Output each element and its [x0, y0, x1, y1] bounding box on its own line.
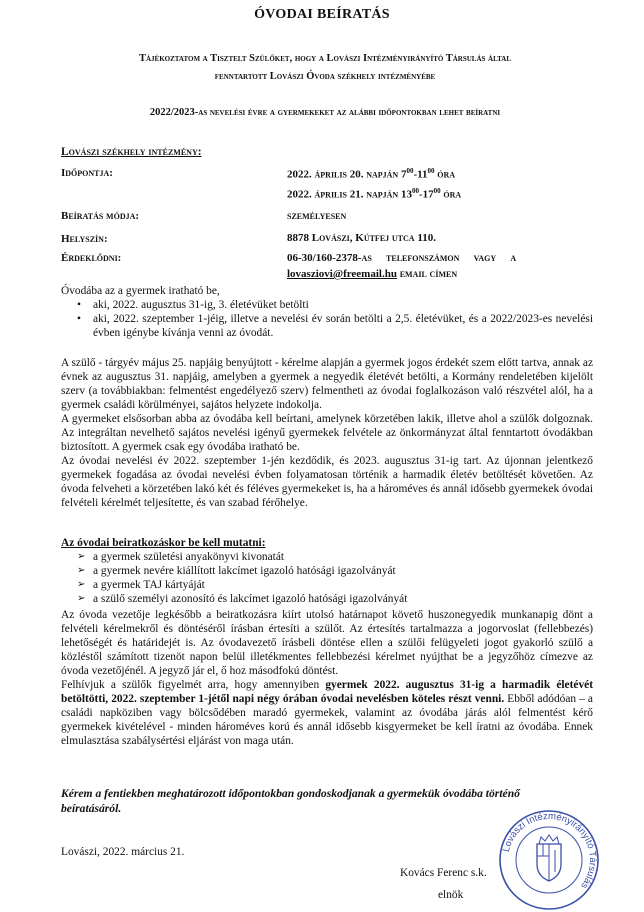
- list-item: • aki, 2022. szeptember 1-jéig, illetve a nevelési év során betölti a 2,5. életévüket, és a 2022/2023-es nevelési évben igénybe kívánja venni az óvodát.: [77, 313, 593, 339]
- paragraph-1: A szülő - tárgyév május 25. napjáig benyújtott - kérelme alapján a gyermek jogos érdekét szem előtt tartva, annak az évnek az augusztus 31. napjáig, amelyben a gyermek a negyedik életévét betölti, a Kormány rendeletében kijelölt szerv (a továbbiakban: felmentést engedélyező szerv) felmentheti az óvodai foglalkozáson való részvétel alól, ha a gyermek családi körülményei, sajátos helyzete indokolja.: [61, 357, 593, 411]
- year-line: 2022/2023-as nevelési évre a gyermekeket az alábbi időpontokban lehet beíratni: [149, 107, 501, 118]
- document-subtitle: [60, 50, 590, 86]
- list-item: ➢ a szülő személyi azonosító és lakcímet igazoló hatósági igazolványát: [77, 593, 408, 605]
- institution-heading: Lovászi székhely intézmény:: [61, 146, 202, 158]
- closing-paragraph: Kérem a fentiekben meghatározott időpontokban gondoskodjanak a gyermekük óvodába történő beíratásáról.: [61, 787, 520, 815]
- official-stamp: [497, 808, 601, 912]
- subtitle-line-2: fenntartott Lovászi Óvoda székhely intézményébe: [214, 71, 436, 82]
- time-label: Időpontja:: [61, 167, 113, 179]
- paragraph-3: Az óvodai nevelési év 2022. szeptember 1-jén kezdődik, és 2023. augusztus 31-ig tart. Az újonnan jelentkező gyermekek fogadása az óvodai nevelési évben folyamatosan történik a harmadik életév betöltését követően. Az óvoda felveheti a körzetében lakó két és féléves gyermekeket is, ha a hároméves és annál idősebb gyermekek óvodai felvételi kérelmét teljesítette, és van szabad férőhelye.: [61, 455, 593, 509]
- contact-phone: 06-30/160-2378-as telefonszámon vagy a: [287, 252, 517, 264]
- time-value-2: 2022. április 21. napján $13^{00}-17^{00}$ óra: [287, 187, 462, 201]
- list-item: ➢ a gyermek nevére kiállított lakcímet igazoló hatósági igazolványát: [77, 565, 396, 577]
- coat-of-arms-icon: [537, 835, 561, 881]
- list-item: • aki, 2022. augusztus 31-ig, 3. életévüket betölti: [77, 299, 309, 311]
- documents-list: [61, 550, 593, 606]
- signer-role: elnök: [438, 889, 464, 901]
- contact-email-link[interactable]: lovasziovi@freemail.hu: [287, 268, 397, 280]
- subtitle-line-1: Tájékoztatom a Tisztelt Szülőket, hogy a Lovászi Intézményirányító Társulás által: [138, 53, 511, 64]
- documents-heading: Az óvodai beiratkozáskor be kell mutatni:: [61, 537, 266, 549]
- contact-label: Érdeklődni:: [61, 252, 122, 264]
- list-item: ➢ a gyermek születési anyakönyvi kivonatát: [77, 551, 285, 563]
- paragraph-2: A gyermeket elsősorban abba az óvodába kell beírtani, amelynek körzetében lakik, illetve ahol a szülők dolgoznak. Az integráltan nevelhető sajátos nevelési igényű gyermekek felvétele az önkormányzat által fenntartott óvodákban biztosított. A gyermek csak egy óvodába iratható be.: [61, 413, 593, 453]
- attention-paragraph: Felhívjuk a szülők figyelmét arra, hogy amennyiben gyermek 2022. augusztus 31-ig a harmadik életévét betöltötti, 2022. szeptember 1-jétől napi négy órában óvodai nevelésben köteles részt venni. Ebből adódóan – a családi napköziben vagy bölcsődében maradó gyermekek, valamint az óvodába járás alól felmentést kérő gyermekek kivételével - minden hároméves korú és annál idősebb kisgyermeket be kell íratni az óvodába. Ennek elmulasztása szabálysértési eljárást von maga után.: [61, 679, 594, 747]
- mode-value: személyesen: [287, 210, 347, 222]
- signer-name: Kovács Ferenc s.k.: [400, 867, 487, 879]
- stamp-text: Lovászi Intézményirányító Társulás: [500, 810, 599, 891]
- list-item: ➢ a gyermek TAJ kártyáját: [77, 579, 205, 591]
- eligibility-section: [61, 284, 593, 340]
- time-value-1: 2022. április 20. napján $7^{00}-11^{00}$ óra: [287, 167, 456, 181]
- place-value: 8878 Lovászi, Kútfej utca 110.: [287, 232, 436, 244]
- place-label: Helyszín:: [61, 233, 108, 245]
- decision-paragraph: Az óvoda vezetője legkésőbb a beiratkozásra kiírt utolsó határnapot követő huszonegyedik munkanapig dönt a felvételi kérelmekről és döntéséről írásban értesíti a szülőt. Az értesítés tartalmazza a jogorvoslat (fellebbezés) lehetőségét és határidejét is. Az óvodavezető írásbeli döntése ellen a szülői felügyeleti jogot gyakorló szülő a közléstől számított tizenöt napon belül illetékmentes fellebbezési kérelmet nyújthat be a jegyzőhöz címezve az óvoda vezetőjénél. A jegyző jár el, ő hoz másodfokú döntést.: [61, 609, 593, 677]
- eligibility-list: [61, 298, 593, 340]
- mode-label: Beíratás módja:: [61, 210, 140, 222]
- eligibility-intro: Óvodába az a gyermek iratható be,: [61, 285, 220, 297]
- document-title: ÓVODAI BEÍRATÁS: [254, 7, 390, 22]
- place-date: Lovászi, 2022. március 21.: [61, 846, 185, 858]
- documents-section: [61, 536, 593, 606]
- contact-email-line: lovasziovi@freemail.hu email címen: [287, 268, 458, 280]
